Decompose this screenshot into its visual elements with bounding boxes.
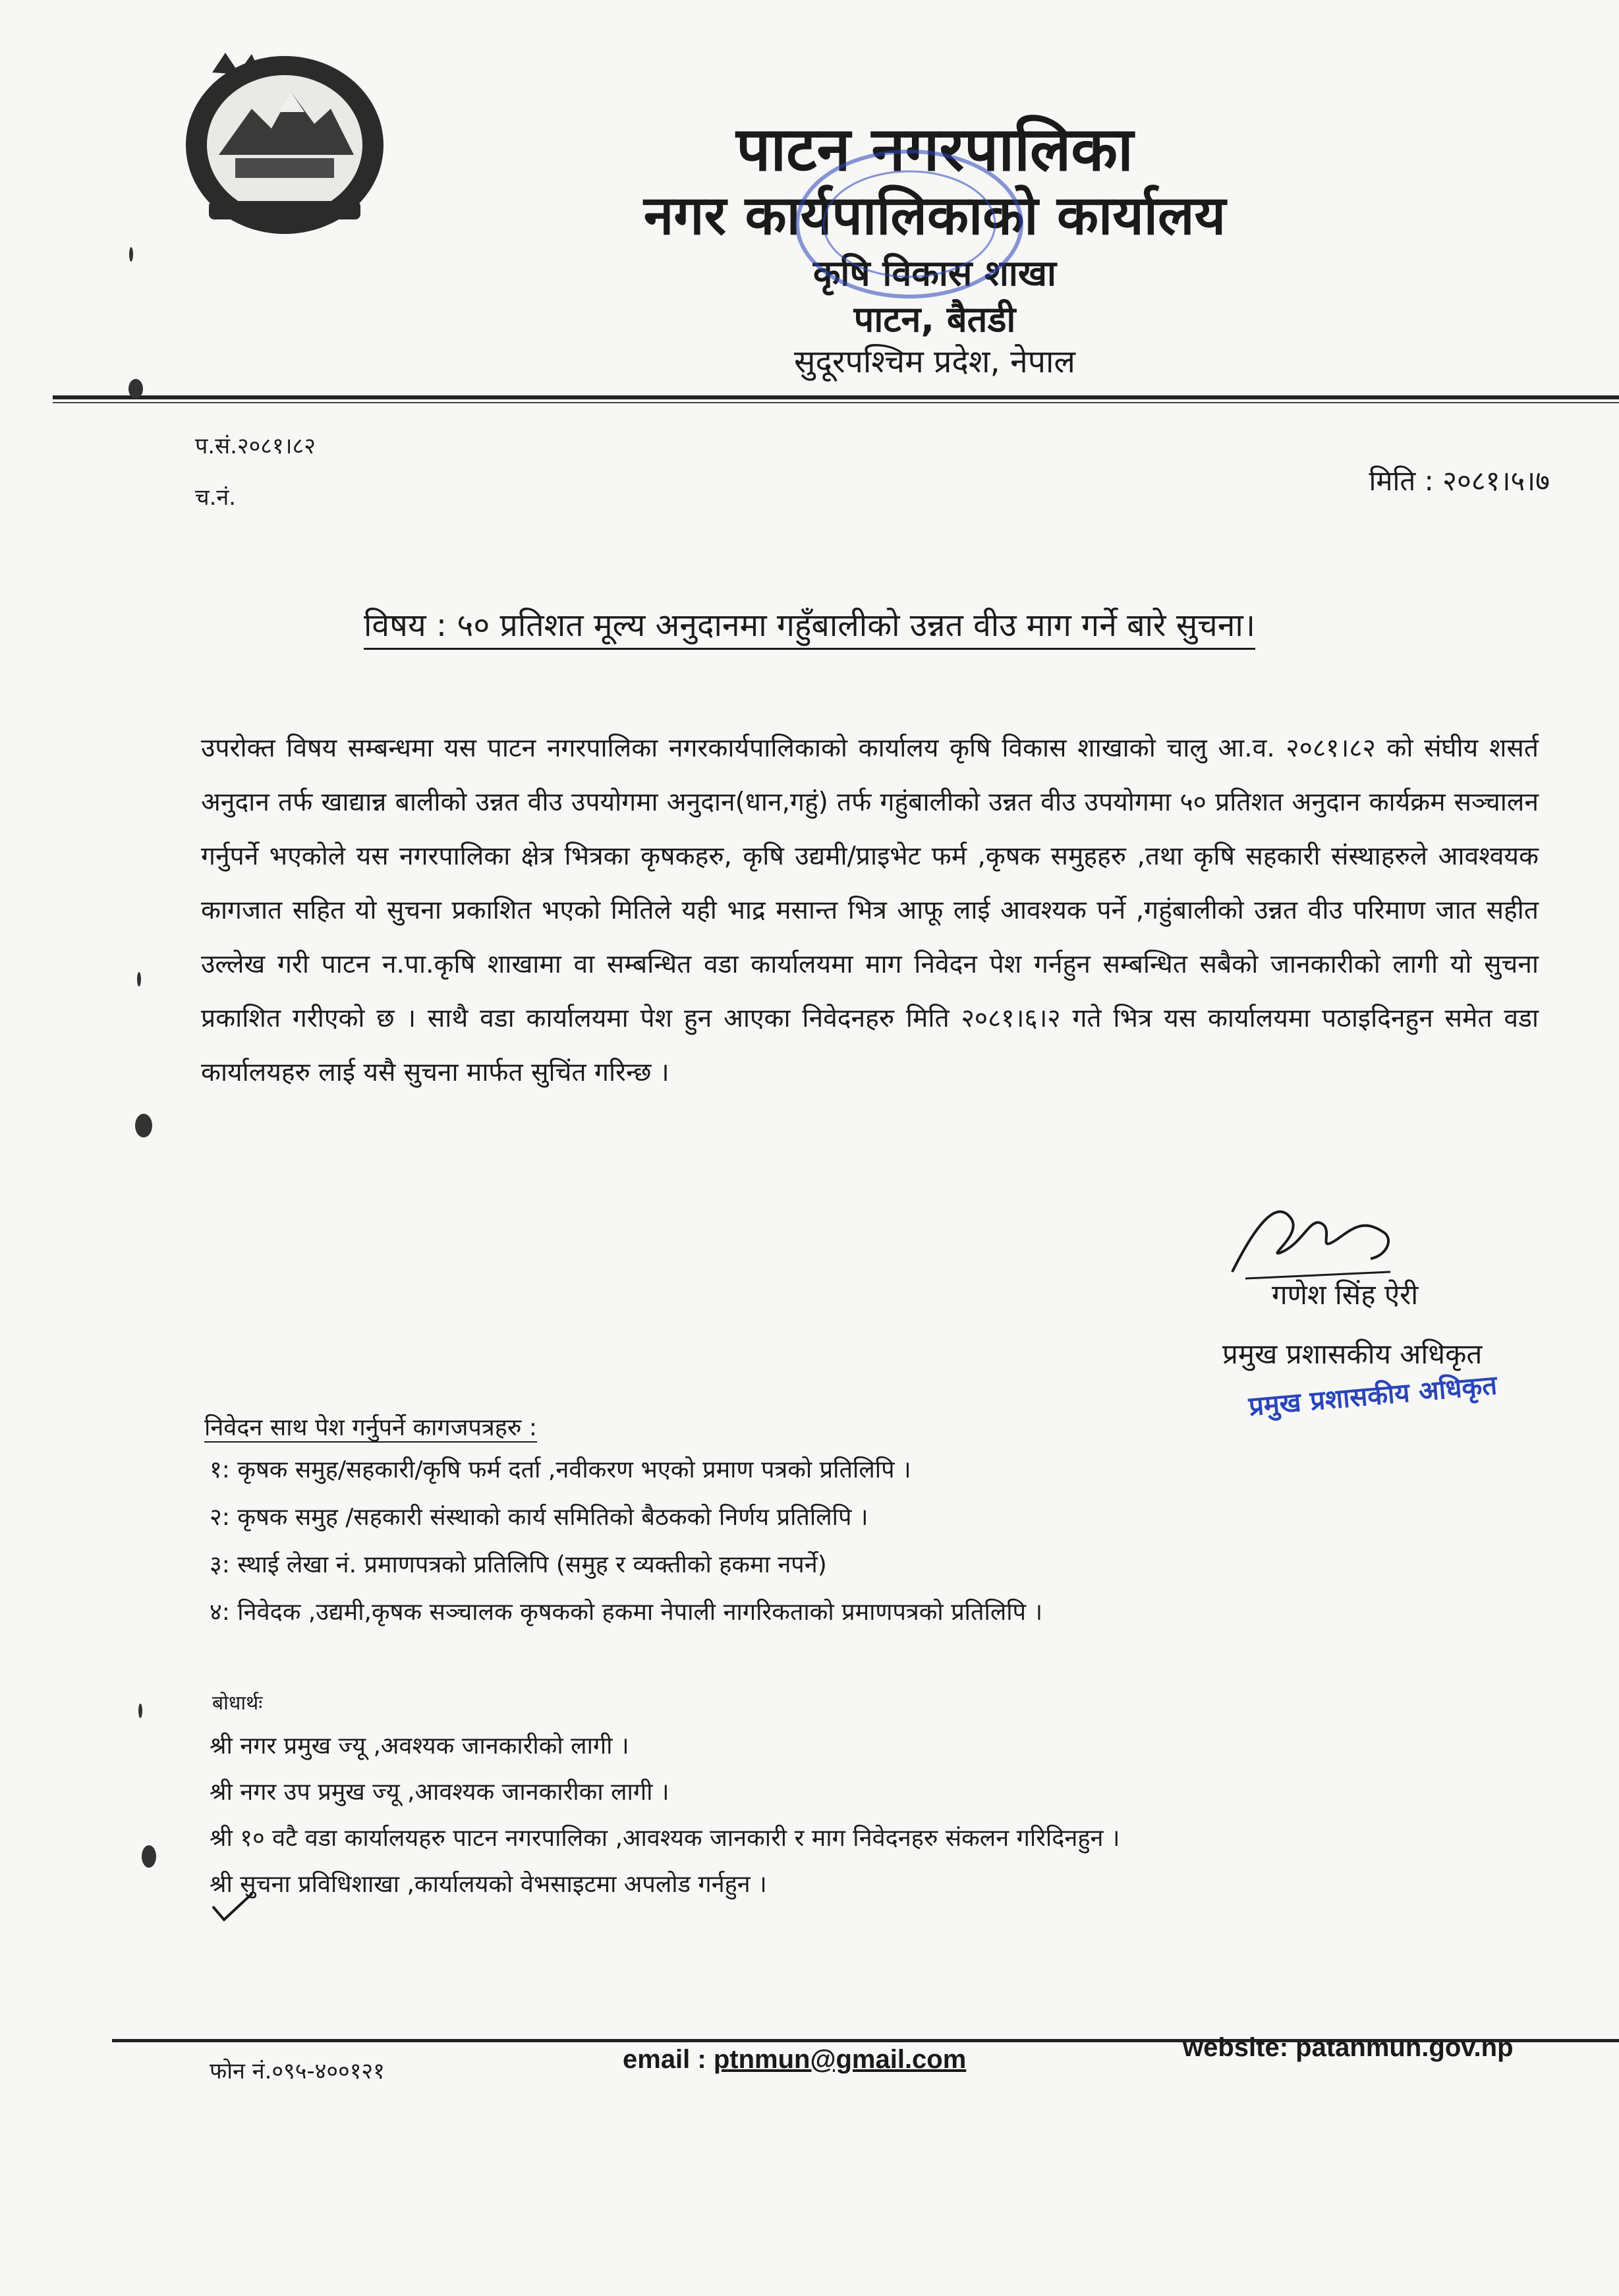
scan-speck: [128, 379, 143, 399]
dispatch-number: च.नं.: [195, 484, 237, 511]
document-item: २: कृषक समुह /सहकारी संस्थाको कार्य समितिको बैठकको निर्णय प्रतिलिपि ।: [210, 1504, 868, 1531]
scan-speck: [135, 1114, 152, 1137]
office-branch: कृषि विकास शाखा: [812, 252, 1057, 294]
scan-speck: [129, 247, 133, 262]
signatory-stamp: प्रमुख प्रशासकीय अधिकृत: [1247, 1370, 1498, 1422]
documents-heading-text: निवेदन साथ पेश गर्नुपर्ने कागजपत्रहरु :: [204, 1414, 537, 1441]
cc-list: [210, 1723, 1120, 1908]
cc-item: श्री नगर उप प्रमुख ज्यू ,आवश्यक जानकारीका लागी ।: [210, 1779, 669, 1806]
office-stamp-icon: [784, 138, 1035, 310]
signatory-name: गणेश सिंह ऐरी: [1272, 1278, 1419, 1311]
footer-email: [623, 2045, 966, 2075]
document-item: १: कृषक समुह/सहकारी/कृषि फर्म दर्ता ,नवीकरण भएको प्रमाण पत्रको प्रतिलिपि ।: [210, 1456, 911, 1483]
letter-date: मिति : २०८१।५।७: [1369, 465, 1550, 497]
subject-text: विषय : ५० प्रतिशत मूल्य अनुदानमा गहुँबालीको उन्नत वीउ माग गर्ने बारे सुचना।: [364, 607, 1255, 650]
documents-list: [210, 1447, 1042, 1636]
checkmark-icon: [210, 1890, 256, 1923]
document-item: ३: स्थाई लेखा नं. प्रमाणपत्रको प्रतिलिपि (समुह र व्यक्तीको हकमा नपर्ने): [210, 1551, 827, 1578]
office-name: पाटन नगरपालिका: [736, 114, 1133, 185]
email-label: email :: [623, 2045, 714, 2074]
cc-item: श्री नगर प्रमुख ज्यू ,अवश्यक जानकारीको लागी ।: [210, 1733, 629, 1760]
scan-speck: [138, 1704, 142, 1718]
office-address: पाटन, बैतडी: [853, 299, 1016, 340]
scan-speck: [142, 1845, 156, 1868]
footer-phone: फोन नं.०९५-४००१२१: [210, 2058, 385, 2084]
email-link[interactable]: ptnmun@gmail.com: [713, 2045, 967, 2074]
cc-item: श्री सुचना प्रविधिशाखा ,कार्यालयको वेभसाइटमा अपलोड गर्नहुन ।: [210, 1871, 767, 1898]
footer-website[interactable]: website: patanmun.gov.np: [1183, 2033, 1514, 2062]
office-subname: नगर कार्यपालिकाको कार्यालय: [643, 185, 1226, 247]
office-province: सुदूरपश्चिम प्रदेश, नेपाल: [794, 343, 1075, 380]
header-divider: [53, 395, 1619, 399]
subject-line: [0, 603, 1619, 646]
cc-heading: बोधार्थः: [212, 1692, 263, 1715]
signatory-title: प्रमुख प्रशासकीय अधिकृत: [1222, 1338, 1483, 1370]
header-divider-thin: [53, 402, 1619, 403]
document-item: ४: निवेदक ,उद्यमी,कृषक सञ्चालक कृषकको हकमा नेपाली नागरिकताको प्रमाणपत्रको प्रतिलिपि ।: [210, 1599, 1043, 1626]
body-paragraph: उपरोक्त विषय सम्बन्धमा यस पाटन नगरपालिका नगरकार्यपालिकाको कार्यालय कृषि विकास शाखाको चालु आ.व. २०८१।८२ को संघीय शसर्त अनुदान तर्फ खाद्यान्न बालीको उन्नत वीउ उपयोगमा अनुदान(धान,गहुं) तर्फ गहुंबालीको उन्नत वीउ उपयोगमा ५० प्रतिशत अनुदान कार्यक्रम सञ्चालन गर्नुपर्ने भएकोले यस नगरपालिका क्षेत्र भित्रका कृषकहरु, कृषि उद्यमी/प्राइभेट फर्म ,कृषक समुहहरु ,तथा कृषि सहकारी संस्थाहरुले आवश्वयक कागजात सहित यो सुचना प्रकाशित भएको मितिले यही भाद्र मसान्त भित्र आफू लाई आवश्यक पर्ने ,गहुंबालीको उन्नत वीउ परिमाण जात सहीत उल्लेख गरी पाटन न.पा.कृषि शाखामा वा सम्बन्धित वडा कार्यालयमा माग निवेदन पेश गर्नहुन सम्बन्धित सबैको जानकारीको लागी यो सुचना प्रकाशित गरीएको छ । साथै वडा कार्यालयमा पेश हुन आएका निवेदनहरु मिति २०८१।६।२ गते भित्र यस कार्यालयमा पठाइदिनहुन समेत वडा कार्यालयहरु लाई यसै सुचना मार्फत सुचिंत गरिन्छ ।: [201, 733, 1539, 1087]
reference-number: प.सं.२०८१।८२: [195, 433, 316, 459]
scan-speck: [137, 972, 141, 987]
cc-item: श्री १० वटै वडा कार्यालयहरु पाटन नगरपालिका ,आवश्यक जानकारी र माग निवेदनहरु संकलन गरिदिनहुन ।: [210, 1825, 1120, 1852]
documents-heading: [204, 1410, 537, 1443]
